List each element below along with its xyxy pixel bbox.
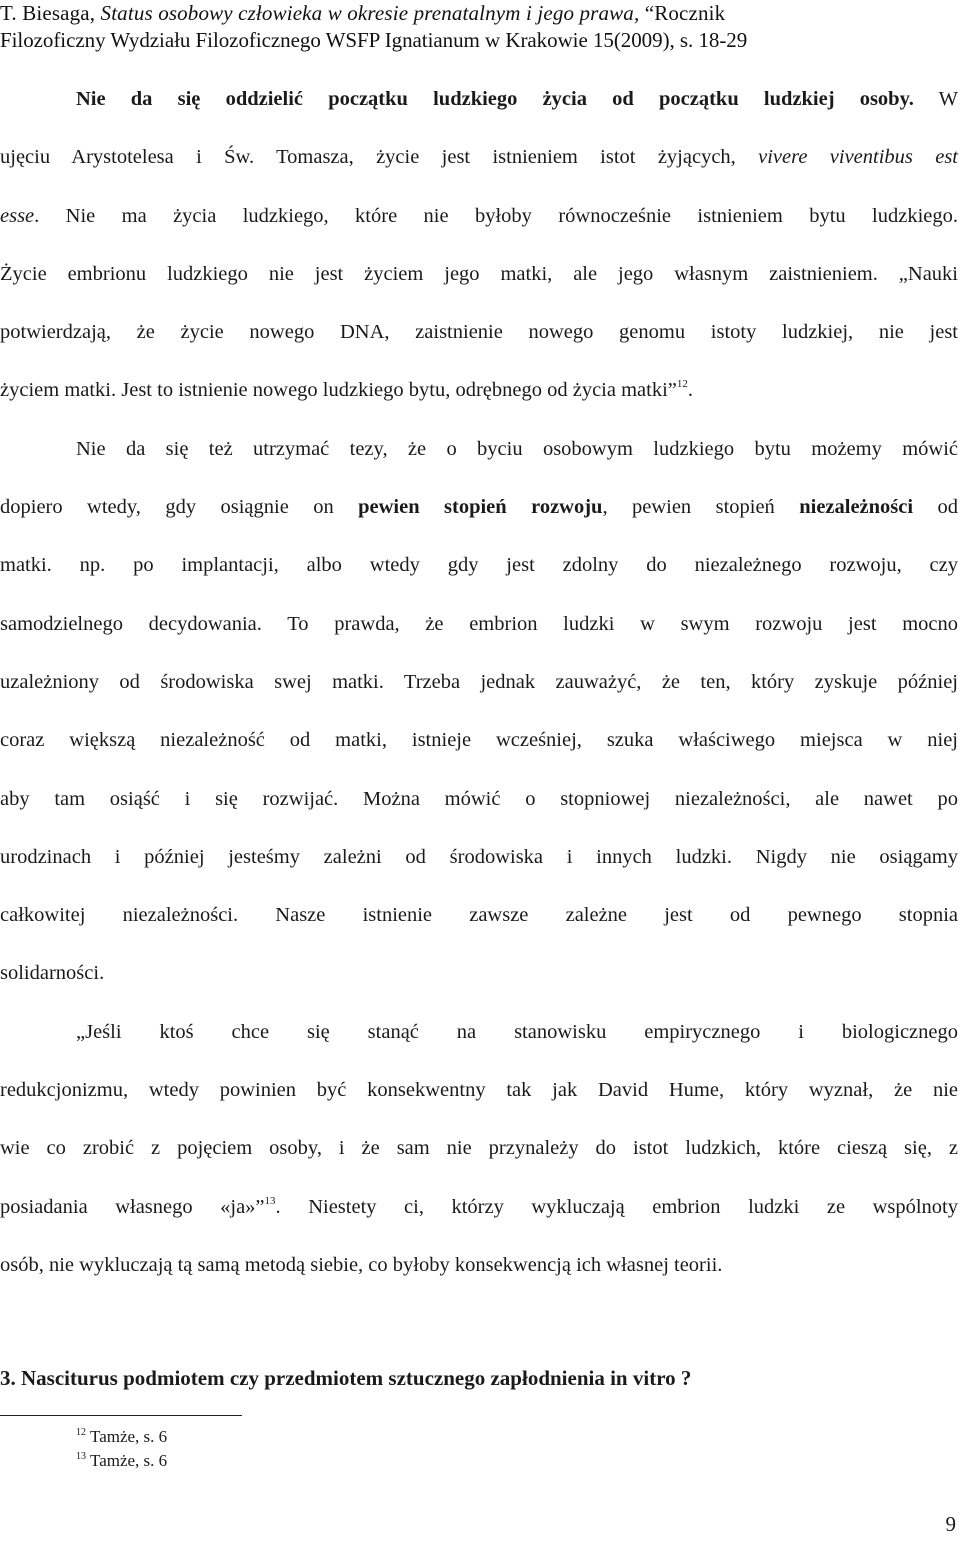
footnote-ref-12[interactable]: 12 [676, 378, 688, 391]
footnotes [76, 1425, 167, 1473]
page-number: 9 [945, 1512, 956, 1536]
p2-line-10: solidarności. [0, 962, 105, 985]
footnote-12: $^{12}$ Tamże, s. 6 [76, 1427, 168, 1446]
p1-line-2: ujęciu Arystotelesa i Św. Tomasza, życie jest istnieniem istot żyjących, vivere viventibus est [0, 146, 958, 169]
p2-line-5: uzależniony od środowiska swej matki. Trzeba jednak zauważyć, że ten, który zyskuje później [0, 670, 958, 693]
citation-line-1: T. Biesaga, Status osobowy człowieka w okresie prenatalnym i jego prawa, “Rocznik [0, 1, 726, 25]
p2-line-7: aby tam osiąść i się rozwijać. Można mówić o stopniowej niezależności, ale nawet po [0, 787, 958, 810]
p1-line-3: esse. Nie ma życia ludzkiego, które nie byłoby równocześnie istnieniem bytu ludzkiego. [0, 204, 958, 227]
p3-line-3: wie co zrobić z pojęciem osoby, i że sam nie przynależy do istot ludzkich, które cieszą się, z [0, 1137, 958, 1160]
p2-line-4: samodzielnego decydowania. To prawda, że embrion ludzki w swym rozwoju jest mocno [0, 612, 958, 635]
p2-line-8: urodzinach i później jesteśmy zależni od środowiska i innych ludzki. Nigdy nie osiągamy [0, 845, 958, 868]
p2-line-9: całkowitej niezależności. Nasze istnienie zawsze zależne jest od pewnego stopnia [0, 904, 958, 927]
p1-line-1: Nie da się oddzielić początku ludzkiego życia od początku ludzkiej osoby. W [76, 88, 958, 110]
citation-title: Status osobowy człowieka w okresie prenatalnym i jego prawa, [100, 1, 640, 25]
paragraph-1 [0, 70, 958, 420]
section-heading: 3. Nasciturus podmiotem czy przedmiotem sztucznego zapłodnienia in vitro ? [0, 1366, 692, 1390]
p1-line-5: potwierdzają, że życie nowego DNA, zaistnienie nowego genomu istoty ludzkiej, nie jest [0, 321, 958, 344]
p3-line-2: redukcjonizmu, wtedy powinien być konsekwentny tak jak David Hume, który wyznał, że nie [0, 1079, 958, 1102]
citation-line-2: Filozoficzny Wydziału Filozoficznego WSFP Ignatianum w Krakowie 15(2009), s. 18-29 [0, 28, 748, 52]
p2-line-2: dopiero wtedy, gdy osiągnie on pewien stopień rozwoju, pewien stopień niezależności od [0, 496, 958, 519]
p2-line-3: matki. np. po implantacji, albo wtedy gdy jest zdolny do niezależnego rozwoju, czy [0, 554, 958, 577]
p3-line-1: „Jeśli ktoś chce się stanąć na stanowisku empirycznego i biologicznego [76, 1020, 958, 1043]
footnote-13: $^{13}$ Tamże, s. 6 [76, 1451, 168, 1470]
citation-header [0, 0, 950, 54]
paragraph-2 [0, 420, 958, 1003]
p2-line-6: coraz większą niezależność od matki, istnieje wcześniej, szuka właściwego miejsca w niej [0, 729, 958, 752]
body-text [0, 70, 958, 1294]
p2-line-1: Nie da się też utrzymać tezy, że o byciu osobowym ludzkiego bytu możemy mówić [76, 437, 958, 460]
p1-line-4: Życie embrionu ludzkiego nie jest życiem jego matki, ale jego własnym zaistnieniem. „Nauki [0, 262, 958, 285]
p3-line-4: posiadania własnego «ja»”$^{13}$. Niestety ci, którzy wykluczają embrion ludzki ze wspólnoty [0, 1194, 958, 1218]
footnote-separator [0, 1415, 242, 1416]
p3-line-5: osób, nie wykluczają tą samą metodą siebie, co byłoby konsekwencją ich własnej teorii. [0, 1253, 723, 1276]
p1-line-6: życiem matki. Jest to istnienie nowego ludzkiego bytu, odrębnego od życia matki”$^{12}$. [0, 378, 694, 402]
paragraph-3 [0, 1003, 958, 1294]
footnote-ref-13[interactable]: 13 [264, 1194, 276, 1207]
